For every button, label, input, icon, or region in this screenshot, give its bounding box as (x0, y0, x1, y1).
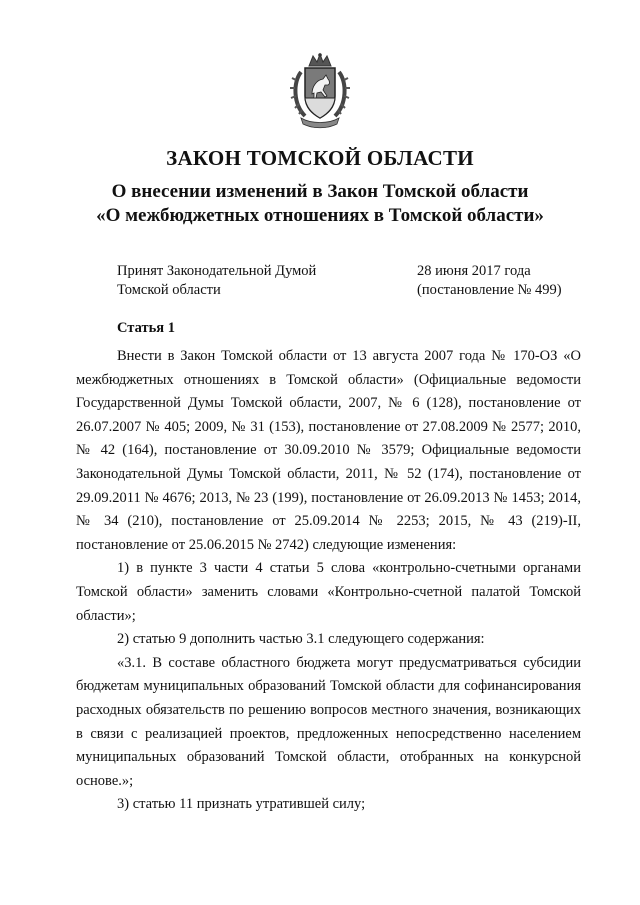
law-title: ЗАКОН ТОМСКОЙ ОБЛАСТИ (166, 146, 474, 170)
resolution-number: (постановление № 499) (417, 282, 562, 298)
adoption-date-line: 28 июня 2017 года (417, 263, 531, 279)
article-paragraph: Внести в Закон Томской области от 13 августа 2007 года № 170-ОЗ «О межбюджетных отношениях в Томской области» (Официальные ведомости Государственной Думы Томской области, 2007, № 6 (128), постановление от 26.07.2007 № 405; 2009, № 31 (153), постановление от 27.08.2009 № 2577; 2010, № 42 (164), постановление от 30.09.2010 № 3579; Официальные ведомости Законодательной Думы Томской области, 2011, № 52 (174), постановление от 29.09.2011 № 4676; 2013, № 23 (199), постановление от 26.09.2013 № 1453; 2014, № 34 (210), постановление от 25.09.2014 № 2253; 2015, № 43 (219)-II, постановление от 25.06.2015 № 2742) следующие изменения: (76, 348, 581, 553)
adopted-by (117, 262, 316, 300)
article-paragraph: 2) статью 9 дополнить частью 3.1 следующего содержания: (117, 631, 485, 648)
law-subtitle-line-1: О внесении изменений в Закон Томской области (111, 181, 529, 202)
article-paragraph: «3.1. В составе областного бюджета могут предусматриваться субсидии бюджетам муниципальных образований Томской области для софинансирования расходных обязательств по решению вопросов местного значения, возникающих в связи с реализацией проектов, предложенных непосредственно населением муниципальных образований Томской области, отобранных на конкурсной основе.»; (76, 654, 581, 789)
article-body (76, 345, 581, 817)
article-paragraph: 1) в пункте 3 части 4 статьи 5 слова «контрольно-счетными органами Томской области» заменить словами «Контрольно-счетной палатой Томской области»; (76, 560, 581, 624)
adopted-by-line-2: Томской области (117, 282, 221, 298)
article-paragraph: 3) статью 11 признать утратившей силу; (117, 796, 366, 813)
coat-of-arms-icon (287, 52, 353, 130)
article-heading: Статья 1 (117, 320, 175, 336)
adopted-by-line-1: Принят Законодательной Думой (117, 263, 317, 279)
adoption-date (417, 262, 562, 300)
law-subtitle-line-2: «О межбюджетных отношениях в Томской области» (96, 205, 544, 226)
